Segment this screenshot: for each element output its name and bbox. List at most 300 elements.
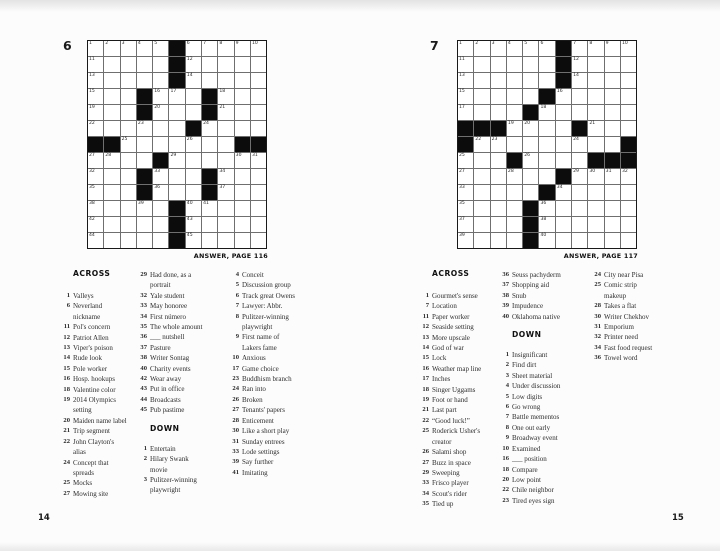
grid-square: [458, 201, 473, 216]
clue-text: Under discussion: [512, 382, 561, 391]
grid-square: [235, 57, 250, 72]
grid-square: [474, 105, 489, 120]
grid-square: [137, 153, 152, 168]
grid-clue-number: 12: [186, 57, 193, 62]
clue: [498, 485, 568, 495]
clue-number: 21: [63, 427, 70, 435]
grid-square: [474, 169, 489, 184]
grid-square: [88, 41, 103, 56]
grid-clue-number: 11: [459, 57, 465, 62]
grid-square: [507, 57, 522, 72]
grid-square: [88, 201, 103, 216]
grid-square: [588, 169, 603, 184]
clue-text: Put in office: [150, 385, 185, 394]
clue-number: 29: [422, 468, 429, 476]
clue: [590, 332, 660, 342]
clue-number: 33: [232, 447, 239, 455]
black-square: [153, 153, 168, 168]
grid-square: [605, 121, 620, 136]
clue: [418, 416, 488, 426]
grid-square: [251, 233, 266, 248]
black-square: [88, 137, 103, 152]
grid-square: [588, 57, 603, 72]
clue: [498, 360, 568, 370]
grid-square: [523, 185, 538, 200]
black-square: [523, 105, 538, 120]
clue-number: 36: [140, 333, 147, 341]
grid-square: [186, 137, 201, 152]
clue-number: 2: [143, 455, 147, 463]
grid-clue-number: 15: [89, 89, 95, 94]
grid-square: [88, 153, 103, 168]
grid-square: [621, 169, 636, 184]
grid-square: [186, 185, 201, 200]
grid-clue-number: 23: [491, 137, 498, 142]
clue-number: 29: [140, 271, 147, 278]
clue-number: 9: [505, 434, 509, 442]
grid-square: [572, 153, 587, 168]
grid-square: [556, 105, 571, 120]
clue: [59, 343, 127, 353]
grid-square: [88, 57, 103, 72]
clue: [590, 280, 660, 301]
grid-clue-number: 36: [154, 185, 161, 190]
grid-square: [605, 201, 620, 216]
grid-square: [153, 121, 168, 136]
clue-column: [418, 270, 488, 510]
grid-clue-number: 37: [459, 217, 465, 222]
grid-clue-number: 39: [137, 201, 144, 206]
clue-number: 36: [502, 271, 509, 278]
grid-clue-number: 1: [89, 41, 92, 46]
clue-text: ___ nutshell: [150, 333, 185, 342]
grid-square: [251, 41, 266, 56]
clue-text: Ran into: [242, 385, 266, 394]
clue: [228, 312, 298, 333]
grid-square: [605, 73, 620, 88]
grid-square: [605, 185, 620, 200]
grid-square: [104, 185, 119, 200]
clue-number: 16: [422, 364, 429, 372]
clue: [59, 374, 127, 384]
grid-square: [104, 89, 119, 104]
grid-square: [202, 137, 217, 152]
grid-square: [235, 169, 250, 184]
grid-square: [104, 73, 119, 88]
grid-square: [88, 185, 103, 200]
clue-list-heading: ACROSS: [432, 269, 470, 278]
clue-text: Conceit: [242, 271, 264, 279]
grid-square: [491, 73, 506, 88]
grid-square: [621, 57, 636, 72]
clue-number: 4: [505, 382, 509, 390]
clue-column: [228, 270, 298, 478]
grid-square: [605, 41, 620, 56]
clue-number: 1: [143, 444, 147, 452]
grid-clue-number: 15: [459, 89, 465, 94]
grid-square: [458, 57, 473, 72]
clue-number: 5: [505, 392, 509, 400]
grid-square: [621, 105, 636, 120]
clue-number: 42: [140, 375, 147, 383]
clue: [228, 405, 298, 415]
clue: [136, 332, 206, 342]
grid-square: [202, 153, 217, 168]
clue-text: Yale student: [150, 291, 185, 300]
clue-number: 13: [63, 344, 70, 352]
grid-square: [235, 105, 250, 120]
clue: [418, 301, 488, 311]
clue-number: 17: [422, 375, 429, 383]
grid-clue-number: 3: [121, 41, 125, 46]
clue: [228, 426, 298, 436]
clue-number: 1: [66, 292, 70, 299]
grid-square: [186, 169, 201, 184]
grid-square: [556, 121, 571, 136]
grid-square: [153, 89, 168, 104]
grid-square: [121, 137, 136, 152]
grid-square: [491, 41, 506, 56]
clue: [418, 343, 488, 353]
grid-clue-number: 40: [540, 233, 547, 238]
grid-clue-number: 4: [507, 41, 511, 46]
clue-text: Imitating: [242, 468, 268, 477]
clue-text: Anxious: [242, 354, 266, 363]
grid-clue-number: 23: [137, 121, 144, 126]
clue-text: Oklahoma native: [512, 312, 561, 321]
grid-clue-number: 30: [589, 169, 596, 174]
grid-square: [539, 153, 554, 168]
grid-clue-number: 14: [186, 73, 193, 78]
clue: [418, 364, 488, 374]
grid-clue-number: 22: [89, 121, 95, 126]
grid-clue-number: 34: [219, 169, 226, 174]
clue-number: 16: [502, 455, 509, 463]
clue-text: Enticement: [242, 416, 274, 425]
grid-square: [474, 185, 489, 200]
grid-clue-number: 38: [89, 201, 95, 206]
clue-text: God of war: [432, 344, 464, 353]
clue-text: Trip segment: [73, 427, 110, 436]
grid-square: [474, 41, 489, 56]
grid-square: [605, 169, 620, 184]
clue-text: First name of Lakers fame: [242, 333, 280, 352]
clue-number: 20: [502, 475, 509, 483]
clue-text: Broadway event: [512, 434, 558, 443]
clue: [228, 468, 298, 478]
clue: [418, 458, 488, 468]
grid-square: [605, 217, 620, 232]
clue-number: 6: [66, 302, 70, 310]
grid-clue-number: 19: [507, 121, 514, 126]
grid-square: [523, 41, 538, 56]
grid-clue-number: 44: [89, 233, 95, 238]
clue-text: The whole amount: [150, 323, 203, 332]
clue-text: Weather map line: [432, 364, 482, 373]
grid-square: [458, 217, 473, 232]
clue: [498, 291, 568, 301]
grid-clue-number: 26: [524, 153, 531, 158]
clue: [418, 312, 488, 322]
clue-number: 27: [63, 489, 70, 497]
grid-clue-number: 35: [89, 185, 95, 190]
clue-number: 31: [232, 437, 239, 445]
grid-square: [88, 233, 103, 248]
grid-square: [251, 169, 266, 184]
clue-text: John Clayton's alias: [73, 437, 115, 457]
clue-text: Valentine color: [73, 385, 116, 394]
grid-square: [621, 121, 636, 136]
grid-clue-number: 12: [573, 57, 579, 62]
grid-square: [605, 233, 620, 248]
clue: [228, 291, 298, 301]
clue: [228, 280, 298, 290]
black-square: [539, 89, 554, 104]
clue-number: 24: [63, 458, 70, 466]
clue-text: Mocks: [73, 479, 93, 488]
grid-square: [137, 73, 152, 88]
black-square: [523, 233, 538, 248]
clue-list-heading: DOWN: [512, 330, 542, 340]
clue-number: 39: [502, 302, 509, 310]
clue-number: 38: [140, 354, 147, 362]
grid-clue-number: 3: [491, 41, 495, 46]
grid-square: [186, 73, 201, 88]
grid-square: [621, 233, 636, 248]
clue-number: 35: [422, 500, 429, 508]
clue-number: 41: [232, 468, 239, 476]
grid-square: [507, 169, 522, 184]
black-square: [588, 153, 603, 168]
grid-square: [153, 137, 168, 152]
grid-square: [218, 41, 233, 56]
clue-text: Roderick Usher's creator: [432, 427, 481, 446]
clue-number: 34: [422, 489, 429, 497]
grid-square: [572, 201, 587, 216]
black-square: [137, 169, 152, 184]
grid-clue-number: 20: [154, 105, 161, 110]
clue-number: 6: [235, 291, 239, 299]
clue-text: Pub pastime: [150, 406, 185, 415]
clue-column: [498, 270, 568, 506]
grid-clue-number: 27: [89, 153, 95, 158]
clue-text: Sunday entrees: [242, 437, 285, 446]
grid-square: [169, 89, 184, 104]
grid-clue-number: 13: [459, 73, 465, 78]
grid-square: [539, 57, 554, 72]
clue-text: Compare: [512, 465, 538, 474]
grid-square: [572, 137, 587, 152]
clue: [418, 447, 488, 457]
grid-square: [572, 57, 587, 72]
clue-number: 6: [505, 403, 509, 411]
clue: [498, 423, 568, 433]
clue: [418, 353, 488, 363]
puzzle-number: 7: [430, 38, 439, 53]
clue-text: Seuss pachyderm: [512, 271, 561, 279]
grid-square: [539, 169, 554, 184]
grid-clue-number: 17: [459, 105, 465, 110]
clue-text: Impudence: [512, 302, 544, 311]
grid-clue-number: 40: [186, 201, 193, 206]
clue: [590, 322, 660, 332]
grid-square: [235, 121, 250, 136]
clue: [418, 489, 488, 499]
clue: [228, 364, 298, 374]
clue: [59, 478, 127, 488]
grid-square: [556, 153, 571, 168]
clue-text: Snub: [512, 291, 527, 300]
clue-text: Last part: [432, 406, 457, 415]
grid-square: [121, 89, 136, 104]
grid-clue-number: 9: [235, 41, 239, 46]
clue-text: May honoree: [150, 302, 188, 311]
grid-square: [588, 217, 603, 232]
clue: [228, 447, 298, 457]
grid-square: [88, 89, 103, 104]
grid-square: [458, 153, 473, 168]
clue-number: 9: [235, 333, 239, 341]
clue: [418, 374, 488, 384]
clue: [498, 496, 568, 506]
grid-clue-number: 31: [605, 169, 612, 174]
black-square: [202, 89, 217, 104]
clue-text: Patriot Allen: [73, 333, 109, 342]
clue: [136, 270, 206, 291]
clue-number: 34: [140, 312, 147, 320]
grid-clue-number: 17: [170, 89, 177, 94]
grid-square: [137, 41, 152, 56]
grid-clue-number: 19: [89, 105, 95, 110]
grid-clue-number: 2: [105, 41, 109, 46]
clue: [228, 270, 298, 280]
grid-square: [621, 185, 636, 200]
clue: [498, 392, 568, 402]
clue-text: Had done, as a portrait: [150, 271, 192, 290]
clue-text: Comic strip makeup: [604, 281, 637, 300]
clue-number: 21: [422, 406, 429, 414]
grid-square: [235, 217, 250, 232]
clue: [418, 499, 488, 509]
clue: [59, 458, 127, 479]
clue-text: Location: [432, 302, 457, 311]
clue-text: Find dirt: [512, 361, 537, 370]
grid-square: [137, 57, 152, 72]
grid-square: [251, 153, 266, 168]
grid-square: [169, 137, 184, 152]
clue-text: Emporium: [604, 323, 634, 332]
answer-reference: ANSWER, PAGE 116: [193, 251, 268, 260]
clue: [228, 416, 298, 426]
black-square: [556, 73, 571, 88]
clue: [228, 395, 298, 405]
clue-number: 27: [232, 406, 239, 414]
grid-square: [186, 233, 201, 248]
clue-number: 33: [422, 479, 429, 487]
clue-number: 25: [594, 281, 601, 289]
clue-text: Viper's poison: [73, 344, 113, 353]
grid-square: [104, 57, 119, 72]
grid-clue-number: 10: [621, 41, 628, 46]
clue: [59, 364, 127, 374]
clue: [590, 301, 660, 311]
grid-square: [539, 233, 554, 248]
grid-square: [104, 217, 119, 232]
grid-clue-number: 5: [524, 41, 528, 46]
clue-number: 25: [422, 427, 429, 435]
clue-number: 23: [502, 496, 509, 504]
clue-number: 16: [63, 375, 70, 383]
clue: [498, 433, 568, 443]
grid-clue-number: 24: [203, 121, 209, 126]
clue-text: Low digits: [512, 392, 543, 401]
clue-number: 36: [594, 354, 601, 362]
grid-square: [186, 153, 201, 168]
grid-square: [588, 105, 603, 120]
black-square: [458, 137, 473, 152]
clue-number: 13: [422, 333, 429, 341]
grid-clue-number: 45: [186, 233, 193, 238]
clue-text: Pulitzer-winning playwright: [242, 312, 289, 332]
clue: [136, 312, 206, 322]
clue-text: Gourmet's sense: [432, 292, 478, 300]
black-square: [458, 121, 473, 136]
grid-clue-number: 38: [540, 217, 547, 222]
clue-number: 19: [63, 396, 70, 404]
grid-square: [153, 217, 168, 232]
clue-number: 33: [140, 302, 147, 310]
grid-square: [556, 217, 571, 232]
grid-square: [572, 169, 587, 184]
clue-number: 37: [140, 343, 147, 351]
grid-square: [121, 201, 136, 216]
grid-clue-number: 26: [186, 137, 193, 142]
clue-number: 11: [422, 312, 429, 320]
grid-square: [218, 121, 233, 136]
grid-square: [507, 201, 522, 216]
clue: [418, 468, 488, 478]
grid-square: [621, 89, 636, 104]
clue-number: 18: [502, 465, 509, 473]
clue: [136, 395, 206, 405]
grid-square: [186, 201, 201, 216]
grid-square: [137, 137, 152, 152]
black-square: [137, 105, 152, 120]
clue: [498, 381, 568, 391]
clue-text: Tired eyes sign: [512, 496, 555, 505]
clue: [418, 478, 488, 488]
grid-square: [202, 233, 217, 248]
clue-number: 30: [232, 427, 239, 435]
black-square: [202, 105, 217, 120]
grid-square: [169, 185, 184, 200]
grid-clue-number: 5: [154, 41, 158, 46]
clue-number: 3: [143, 475, 147, 483]
grid-square: [88, 121, 103, 136]
grid-square: [202, 217, 217, 232]
clue: [59, 395, 127, 416]
grid-clue-number: 25: [459, 153, 465, 158]
clue-number: 28: [232, 416, 239, 424]
black-square: [523, 201, 538, 216]
black-square: [539, 185, 554, 200]
black-square: [491, 121, 506, 136]
grid-square: [491, 233, 506, 248]
clue-number: 10: [232, 354, 239, 362]
grid-clue-number: 25: [121, 137, 128, 142]
grid-square: [218, 137, 233, 152]
grid-square: [153, 105, 168, 120]
